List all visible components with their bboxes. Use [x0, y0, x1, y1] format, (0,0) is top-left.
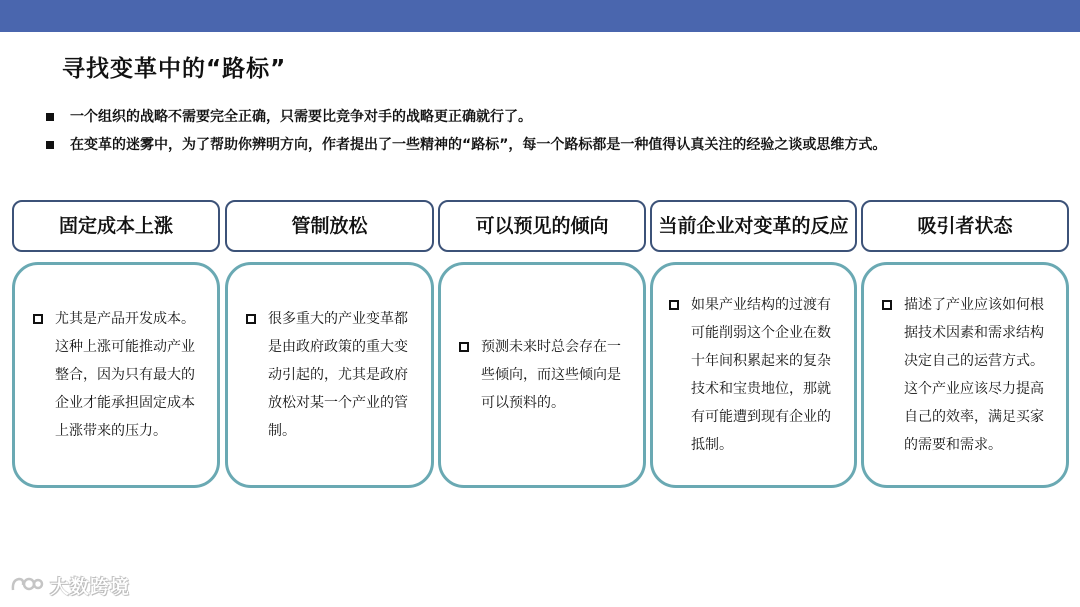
- column-header-attractor-state: 吸引者状态: [861, 200, 1069, 252]
- column-body-incumbent-reaction: [650, 262, 857, 488]
- bullet-item: [46, 104, 1056, 132]
- checkbox-bullet-icon: [882, 300, 892, 310]
- column-body-attractor-state: [861, 262, 1069, 488]
- bullet-item: [46, 132, 1056, 160]
- column-body-text: 尤其是产品开发成本。这种上涨可能推动产业整合，因为只有最大的企业才能承担固定成本上涨带来的压力。: [55, 311, 195, 439]
- checkbox-bullet-icon: [33, 314, 43, 324]
- bullet-list: [46, 104, 1056, 160]
- column-body-fixed-cost: [12, 262, 220, 488]
- column-body-deregulation: [225, 262, 434, 488]
- column-header-deregulation: 管制放松: [225, 200, 434, 252]
- column-body-text: 描述了产业应该如何根据技术因素和需求结构决定自己的运营方式。这个产业应该尽力提高自己的效率，满足买家的需要和需求。: [904, 297, 1044, 453]
- column-body-text: 很多重大的产业变革都是由政府政策的重大变动引起的，尤其是政府放松对某一个产业的管制。: [268, 311, 408, 439]
- column-header-predictable-trends: 可以预见的倾向: [438, 200, 646, 252]
- watermark: [10, 572, 130, 599]
- checkbox-bullet-icon: [246, 314, 256, 324]
- bullet-text: 一个组织的战略不需要完全正确，只需要比竞争对手的战略更正确就行了。: [70, 109, 532, 125]
- checkbox-bullet-icon: [459, 342, 469, 352]
- column-header-incumbent-reaction: 当前企业对变革的反应: [650, 200, 857, 252]
- page-title: 寻找变革中的“路标”: [62, 56, 287, 82]
- column-body-text: 预测未来时总会存在一些倾向，而这些倾向是可以预料的。: [481, 339, 621, 411]
- column-header-fixed-cost: 固定成本上涨: [12, 200, 220, 252]
- column-body-text: 如果产业结构的过渡有可能削弱这个企业在数十年间积累起来的复杂技术和宝贵地位，那就有可能遭到现有企业的抵制。: [691, 297, 831, 453]
- square-bullet-icon: [46, 113, 54, 121]
- watermark-text: 大数跨境: [50, 576, 131, 598]
- bullet-text: 在变革的迷雾中，为了帮助你辨明方向，作者提出了一些精神的“路标”，每一个路标都是一种值得认真关注的经验之谈或思维方式。: [70, 137, 887, 153]
- column-body-predictable-trends: [438, 262, 646, 488]
- checkbox-bullet-icon: [669, 300, 679, 310]
- brand-logo-icon: [10, 575, 44, 597]
- top-banner: [0, 0, 1080, 32]
- square-bullet-icon: [46, 141, 54, 149]
